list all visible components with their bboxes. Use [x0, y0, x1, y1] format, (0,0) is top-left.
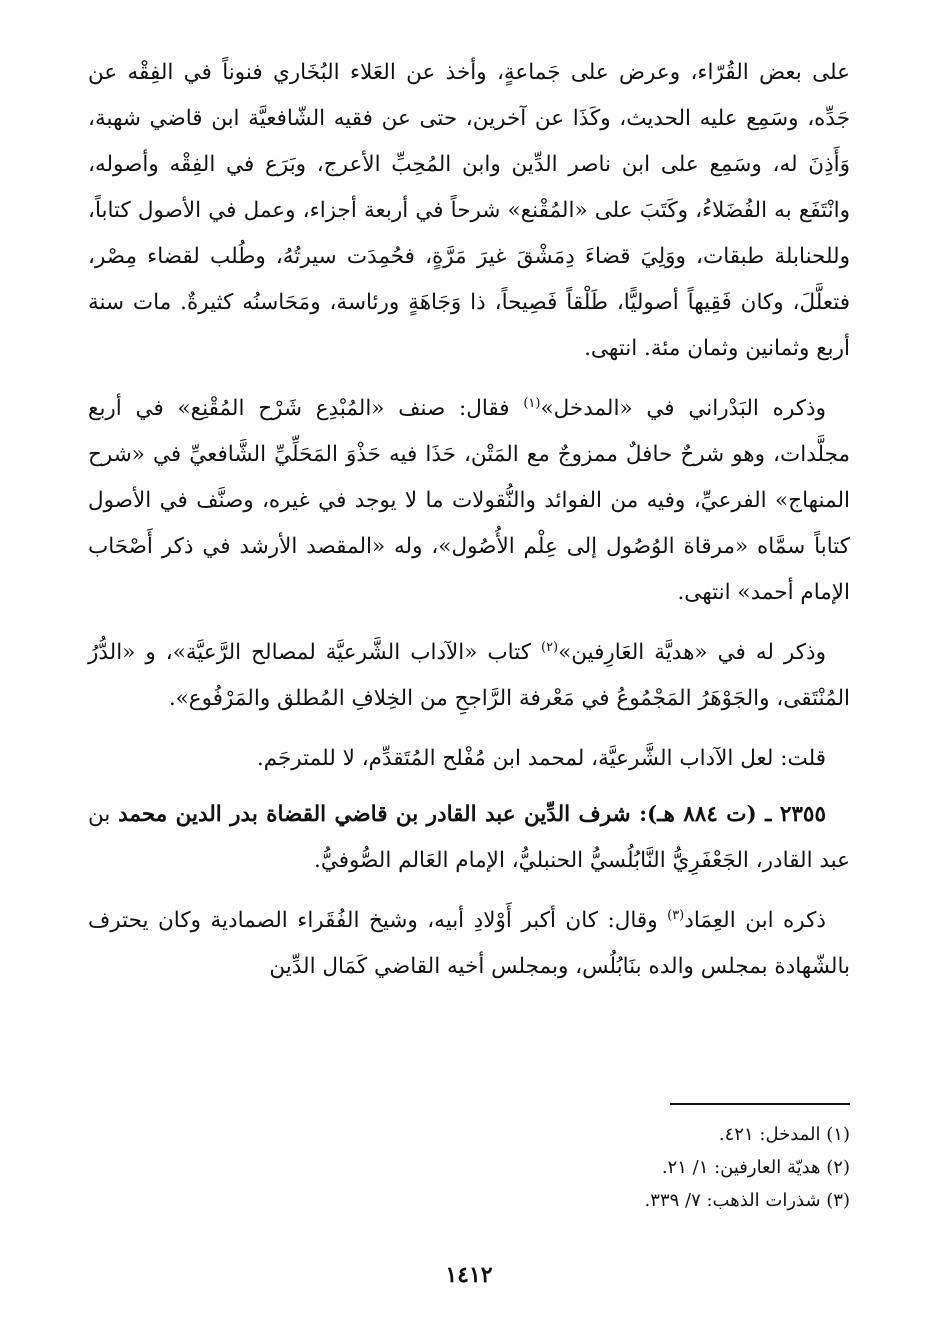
paragraph-5-text-a: ذكره ابن العِمَاد — [684, 908, 826, 933]
paragraph-4 — [88, 736, 850, 782]
paragraph-1 — [88, 50, 850, 372]
footnote-ref-1: (١) — [523, 395, 541, 411]
paragraph-4-text: قلت: لعل الآداب الشَّرعيَّة، لمحمد ابن مُفْلح المُتَقدِّم، لا للمترجَم. — [256, 746, 826, 771]
page-body — [88, 50, 850, 1004]
paragraph-1-text: على بعض القُرّاء، وعرض على جَماعةٍ، وأخذ عن العَلاء البُخَاري فنوناً في الفِقْه عن جَدِّه، وسَمِع عليه الحديث، وكَذَا عن آخرين، حتى عن فقيه الشّافعيَّة ابن قاضي شهبة، وَأَذِنَ له، وسَمِع على ابن ناصر الدِّين وابن المُحِبِّ الأعرج، وبَرَع في الفِقْه وأصوله، وانْتَفَع به الفُضَلاءُ، وكَتَبَ على «المُقْنع» شرحاً في أربعة أجزاء، وعمل في الأصول كتاباً، وللحنابلة طبقات، ووَلِيَ قضاءَ دِمَشْقَ غيرَ مَرَّةٍ، فحُمِدَت سيرتُهُ، وطُلب لقضاء مِصْر، فتعلَّلَ، وكان فَقِيهاً أصوليًّا، طَلْقاً فَصِيحاً، ذا وَجَاهَةٍ ورئاسة، ومَحَاسنُه كثيرةٌ. مات سنة أربع وثمانين وثمان مئة. انتهى. — [88, 60, 850, 361]
footnote-1: (١) المدخل: ٤٢١. — [718, 1124, 850, 1145]
footnote-divider — [670, 1103, 850, 1105]
paragraph-5 — [88, 898, 850, 990]
footnote-ref-3: (٣) — [667, 907, 685, 923]
paragraph-3-text-a: وذكر له في «هديَّة العَارِفين» — [558, 640, 826, 665]
entry-text: بن عبد القادر، الجَعْفَرِيُّ النَّابُلُسيُّ الحنبليُّ، الإمام العَالم الصُّوفيُّ. — [88, 802, 850, 873]
footnotes — [350, 1118, 850, 1217]
paragraph-2 — [88, 386, 850, 616]
page-number: ١٤١٢ — [445, 1262, 493, 1288]
entry-heading: ٢٣٥٥ ـ (ت ٨٨٤ هـ): شرف الدِّين عبد القادر بن قاضي القضاة بدر الدين محمد — [118, 802, 827, 827]
footnote-ref-2: (٢) — [540, 639, 559, 655]
paragraph-5-text-b: وقال: كان أكبر أَوْلادِ أبيه، وشيخ الفُقَراء الصمادية وكان يحترف بالشّهادة بمجلس والده بنَابُلُس، وبمجلس أخيه القاضي كَمَال الدِّين — [88, 908, 850, 979]
footnote-3: (٣) شذرات الذهب: ٧/ ٣٣٩. — [644, 1190, 850, 1211]
paragraph-2-text-a: وذكره البَدْراني في «المدخل» — [540, 396, 826, 421]
paragraph-2-text-b: فقال: صنف «المُبْدِع شَرْح المُقْنِع» في أربع مجلَّدات، وهو شرحٌ حافلٌ ممزوجٌ مع المَتْن، حَذَا فيه حَذْوَ المَحَلِّيِّ الشَّافعيِّ في «شرح المنهاج» الفرعيِّ، وفيه من الفوائد والنُّقولات ما لا يوجد في غيره، وصنَّف في الأصول كتاباً سمَّاه «مرقاة الوُصُول إلى عِلْم الأُصُول»، وله «المقصد الأرشد في ذكر أَصْحَاب الإمام أحمد» انتهى. — [88, 396, 850, 605]
entry-2355 — [88, 792, 850, 884]
paragraph-3 — [88, 630, 850, 722]
paragraph-3-text-b: كتاب «الآداب الشَّرعيَّة لمصالح الرَّعيَّة»، و «الدُّرُ المُنْتَقى، والجَوْهَرُ المَجْمُوعُ في مَعْرفة الرَّاجحِ من الخِلافِ المُطلق والمَرْفُوع». — [88, 640, 850, 711]
footnote-2: (٢) هديّة العارفين: ١/ ٢١. — [661, 1157, 850, 1178]
